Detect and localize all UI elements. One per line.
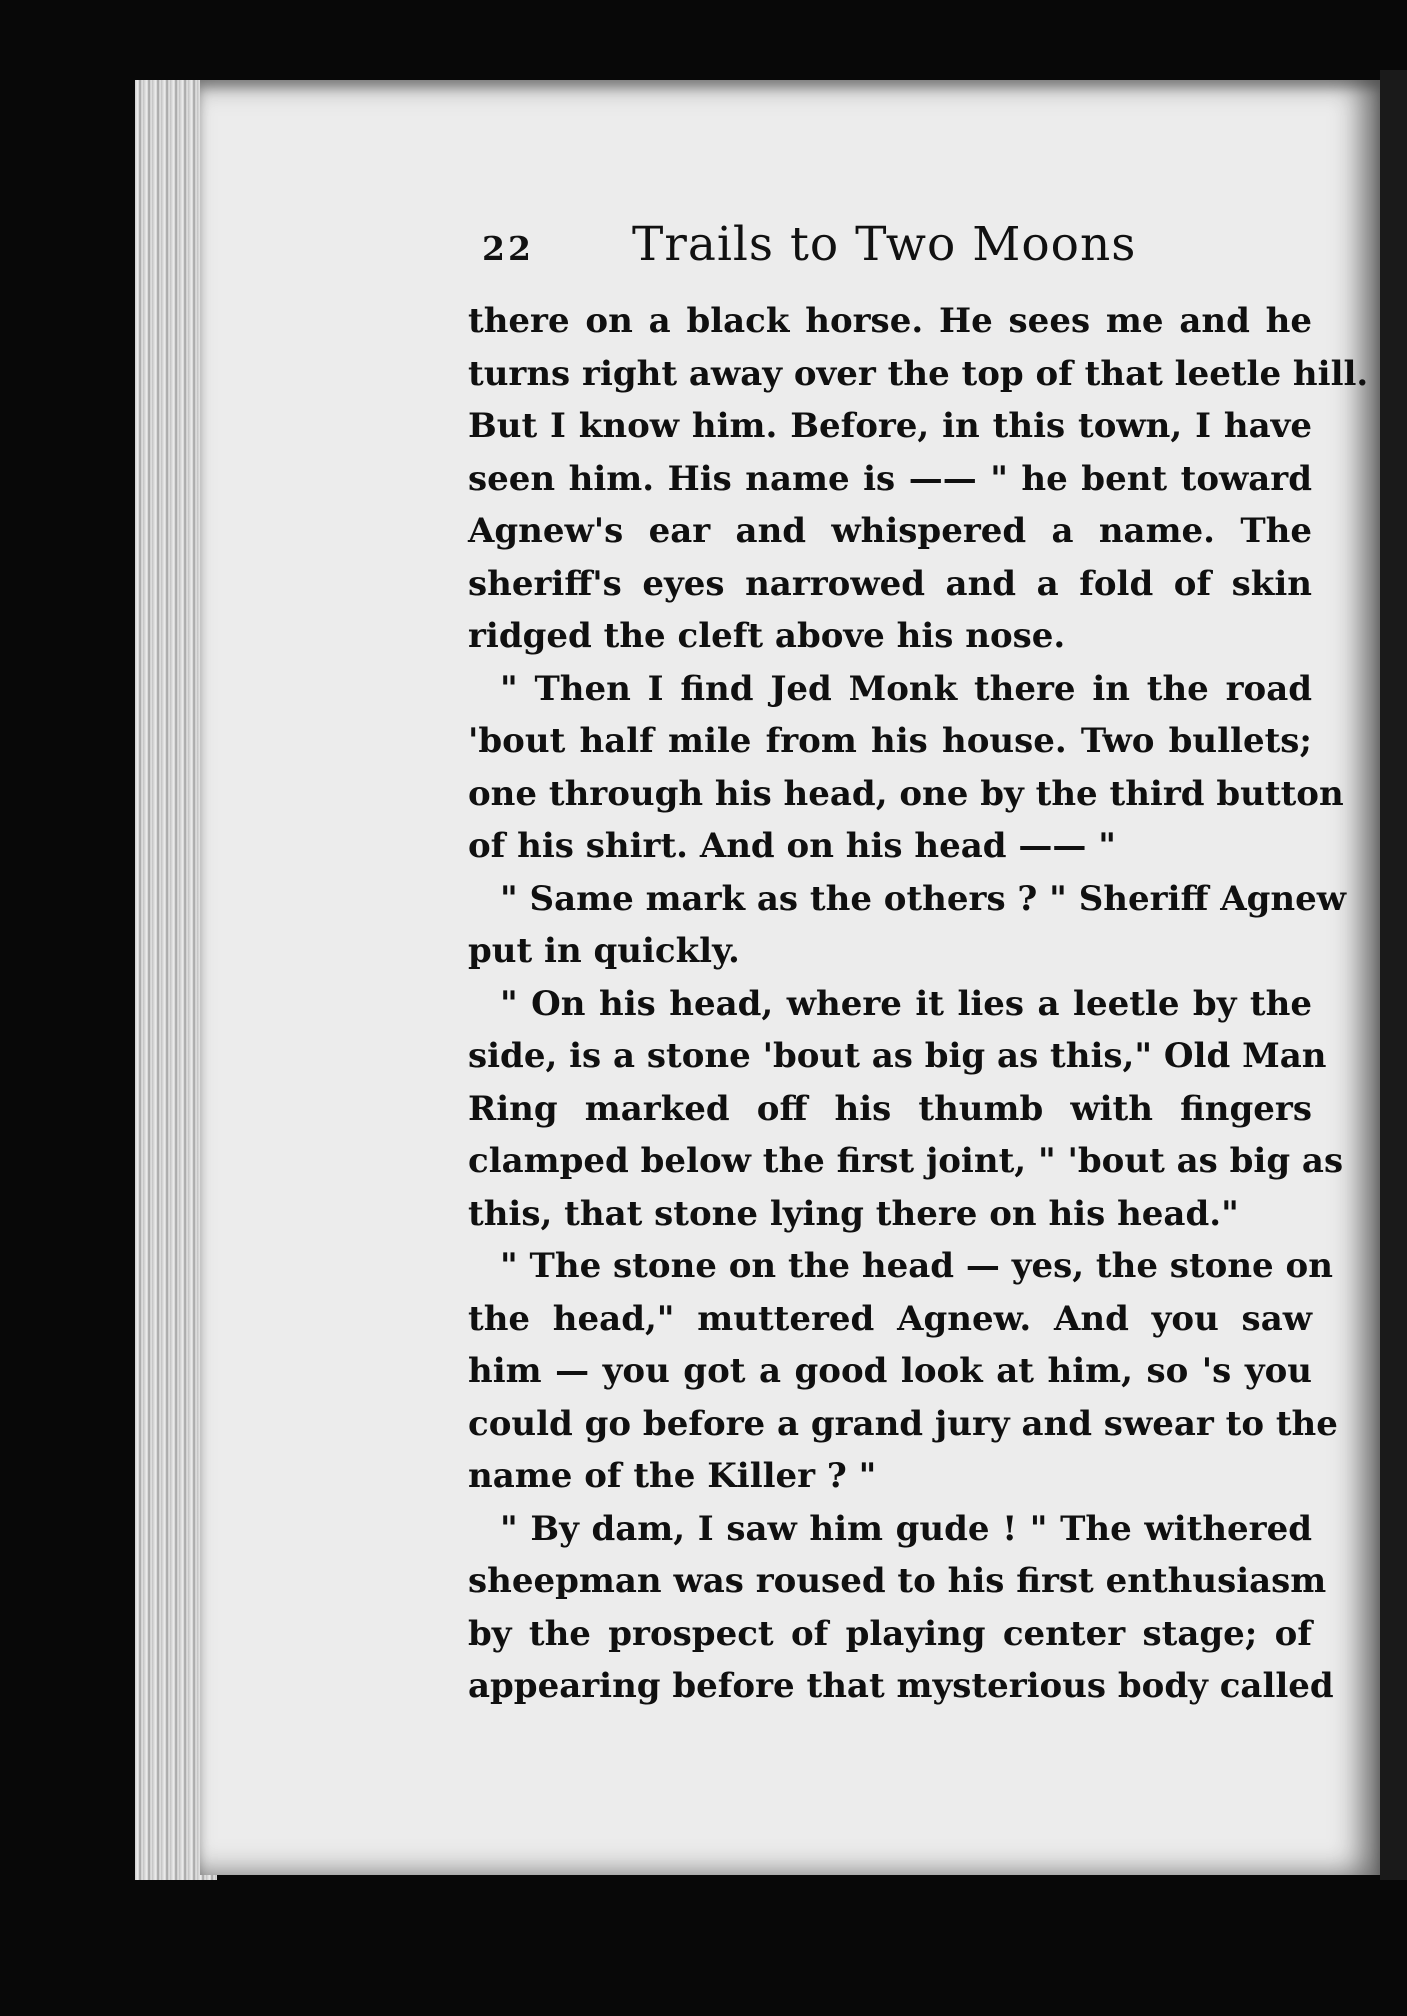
text-line: " Same mark as the others ? " Sheriff Agnew — [500, 878, 1346, 919]
text-line: sheepman was roused to his first enthusiasm — [468, 1561, 1327, 1601]
text-line: clamped below the first joint, " 'bout as big as — [468, 1141, 1344, 1181]
text-line: put in quickly. — [468, 931, 740, 971]
page-gutter-shadow — [1380, 70, 1407, 1880]
page-header — [482, 217, 1312, 287]
text-line: the head," muttered Agnew. And you saw — [468, 1298, 1312, 1339]
text-line: 'bout half mile from his house. Two bullets; — [468, 721, 1312, 761]
text-line: ridged the cleft above his nose. — [468, 616, 1066, 656]
text-line: sheriff's eyes narrowed and a fold of skin — [468, 563, 1312, 604]
text-line: " The stone on the head — yes, the stone on — [500, 1246, 1333, 1286]
text-line: this, that stone lying there on his head." — [468, 1193, 1239, 1234]
text-line: seen him. His name is —— " he bent toward — [468, 458, 1312, 499]
page-number: 22 — [482, 229, 534, 268]
text-line: " On his head, where it lies a leetle by the — [500, 983, 1312, 1024]
text-line: could go before a grand jury and swear to the — [468, 1403, 1338, 1444]
text-line: But I know him. Before, in this town, I have — [468, 406, 1312, 446]
text-line: appearing before that mysterious body called — [468, 1666, 1334, 1706]
text-line: Agnew's ear and whispered a name. The — [468, 511, 1312, 551]
text-line: there on a black horse. He sees me and he — [468, 301, 1312, 341]
text-line: turns right away over the top of that leetle hill. — [468, 353, 1369, 394]
text-line: name of the Killer ? " — [468, 1456, 877, 1496]
text-line: him — you got a good look at him, so 's you — [468, 1351, 1312, 1391]
body-text — [468, 295, 1369, 1713]
text-line: one through his head, one by the third button — [468, 773, 1344, 814]
text-line: of his shirt. And on his head —— " — [468, 826, 1116, 866]
text-line: Ring marked off his thumb with fingers — [468, 1088, 1312, 1129]
text-line: " By dam, I saw him gude ! " The withered — [500, 1508, 1312, 1549]
running-title: Trails to Two Moons — [632, 217, 1137, 272]
text-line: " Then I find Jed Monk there in the road — [500, 668, 1312, 709]
text-line: side, is a stone 'bout as big as this," Old Man — [468, 1036, 1327, 1076]
text-line: by the prospect of playing center stage; of — [468, 1613, 1312, 1654]
